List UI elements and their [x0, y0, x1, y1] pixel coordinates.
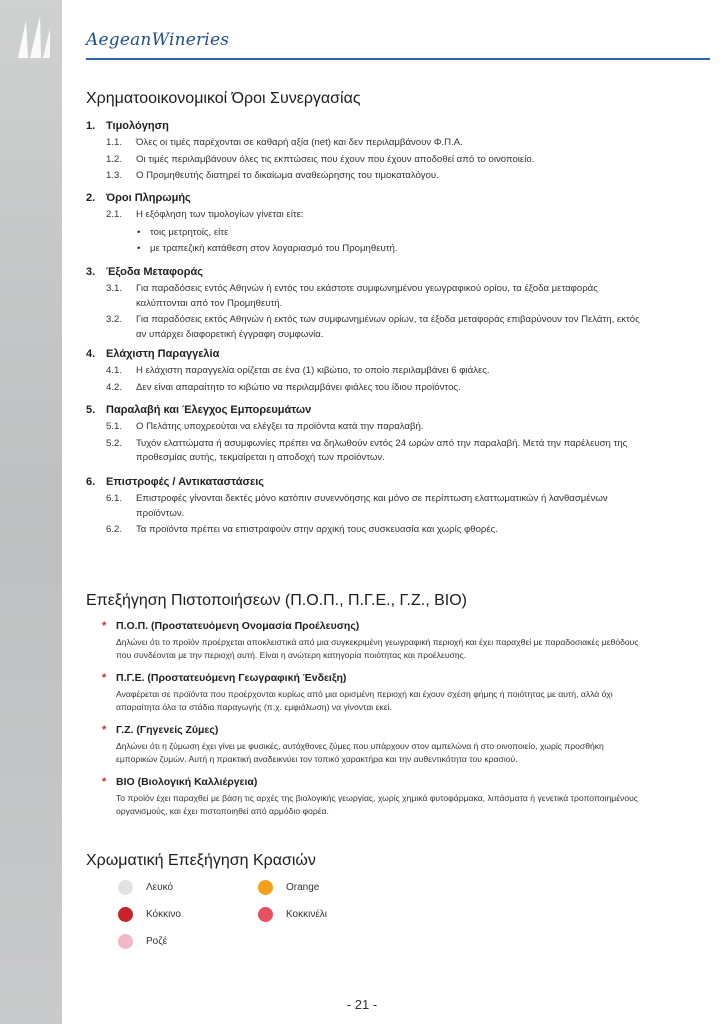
terms-subitem: 1.3. Ο Προμηθευτής διατηρεί το δικαίωμα αναθεώρησης του τιμοκαταλόγου.: [106, 170, 439, 181]
certification-title: Π.Γ.Ε. (Προστατευόμενη Γεωγραφική Ένδειξη): [116, 672, 347, 684]
asterisk-icon: *: [102, 776, 107, 788]
terms-subitem: 4.1. Η ελάχιστη παραγγελία ορίζεται σε ένα (1) κιβώτιο, το οποίο περιλαμβάνει 6 φιάλες.: [106, 365, 490, 376]
terms-subitem: 1.2. Οι τιμές περιλαμβάνουν όλες τις εκπτώσεις που έχουν που έχουν αποδοθεί από το οινοποιείο.: [106, 153, 535, 165]
terms-item: [86, 476, 710, 538]
terms-item: [86, 266, 710, 342]
wine-color-legend: Λευκό Orange Κόκκινο Κοκκινέλι Ροζέ: [86, 880, 710, 950]
terms-item-title: 5. Παραλαβή και Έλεγχος Εμπορευμάτων: [86, 404, 312, 416]
certification-desc: Δηλώνει ότι η ζύμωση έχει γίνει με φυσικές, αυτόχθονες ζύμες που υπάρχουν στον αμπελώνα ή στο οινοποιείο, χωρίς προσθήκη εμπορικών ζυμών. Αυτή η πρακτική αναδεικνύει τον τοπικό χαρακτήρα και την αυθεντικότητα του κρασιού.: [116, 741, 604, 764]
terms-item: [86, 348, 710, 395]
certification-title: Π.Ο.Π. (Προστατευόμενη Ονομασία Προέλευσης): [116, 620, 360, 632]
terms-item-title: 6. Επιστροφές / Αντικαταστάσεις: [86, 476, 265, 488]
terms-subitem: 5.1. Ο Πελάτης υποχρεούται να ελέγξει τα προϊόντα κατά την παραλαβή.: [106, 421, 424, 432]
terms-subitem: 6.1. Επιστροφές γίνονται δεκτές μόνο κατόπιν συνεννόησης και μόνο σε περίπτωση ελαττωματικών ή λανθασμένων προϊόντων.: [106, 493, 608, 519]
certification-item: [102, 620, 642, 662]
terms-subitem: 2.1. Η εξόφληση των τιμολογίων γίνεται είτε:: [106, 209, 304, 220]
header-divider: [86, 58, 710, 60]
brand-logo: AegeanWineries: [86, 30, 230, 50]
financial-terms-heading: Χρηματοοικονομικοί Όροι Συνεργασίας: [86, 90, 361, 107]
terms-item: [86, 120, 710, 184]
certification-desc: Δηλώνει ότι το προϊόν προέρχεται αποκλειστικά από μια συγκεκριμένη γεωγραφική περιοχή και έχει παραχθεί με παραδοσιακές μεθόδους που συνδέονται με την περιοχή αυτή. Είναι η ανώτερη κατηγορία ποιότητας και προέλευσης.: [116, 637, 639, 660]
payment-option: • τοις μετρητοίς, είτε: [150, 225, 710, 240]
orange-swatch-icon: [258, 880, 273, 895]
payment-option: • με τραπεζική κατάθεση στον λογαριασμό του Προμηθευτή.: [150, 241, 710, 256]
terms-subitem: 1.1. Όλες οι τιμές παρέχονται σε καθαρή αξία (net) και δεν περιλαμβάνουν Φ.Π.Α.: [106, 137, 463, 148]
certification-desc: Αναφέρεται σε προϊόντα που προέρχονται κυρίως από μια ορισμένη περιοχή και έχουν σχέση φήμης ή ποιότητας με αυτή, αλλά όχι απαραίτητα όλα τα στάδια παραγωγής (π.χ. εμφιάλωση) να γίνονται εκεί.: [116, 689, 613, 712]
certification-item: [102, 724, 642, 766]
certifications-heading: Επεξήγηση Πιστοποιήσεων (Π.Ο.Π., Π.Γ.Ε., Γ.Ζ., ΒΙΟ): [86, 592, 467, 609]
terms-item-title: 3. Έξοδα Μεταφοράς: [86, 266, 203, 278]
certification-item: [102, 672, 642, 714]
terms-subitem: 6.2. Τα προϊόντα πρέπει να επιστραφούν στην αρχική τους συσκευασία και χωρίς φθορές.: [106, 524, 498, 535]
terms-item: [86, 404, 710, 466]
kokkineli-swatch-icon: [258, 907, 273, 922]
sail-logo-icon: [12, 14, 52, 62]
certifications-list: [102, 620, 642, 818]
terms-subitem: 3.2. Για παραδόσεις εκτός Αθηνών ή εκτός των συμφωνημένων ορίων, τα έξοδα μεταφοράς επιβαρύνουν τον Πελάτη, εκτός αν υπάρχει διαφορετική έγγραφη συμφωνία.: [106, 314, 640, 340]
page-number: - 21 -: [346, 997, 378, 1012]
certification-title: Γ.Ζ. (Γηγενείς Ζύμες): [116, 724, 219, 736]
red-swatch-icon: [118, 907, 133, 922]
certification-item: [102, 776, 642, 818]
asterisk-icon: *: [102, 620, 107, 632]
asterisk-icon: *: [102, 724, 107, 736]
certification-desc: Το προϊόν έχει παραχθεί με βάση τις αρχές της βιολογικής γεωργίας, χωρίς χημικά φυτοφάρμακα, λιπάσματα ή γενετικά τροποποιημένους οργανισμούς, και έχει πιστοποιηθεί από αρμόδιο φορέα.: [116, 793, 638, 816]
terms-subitem: 5.2. Τυχόν ελαττώματα ή ασυμφωνίες πρέπει να δηλωθούν εντός 24 ωρών από την παραλαβή. Μετά την παρέλευση της προθεσμίας αυτής, τεκμαίρεται η αποδοχή των προϊόντων.: [106, 437, 628, 463]
rose-swatch-icon: [118, 934, 133, 949]
terms-item: [86, 192, 710, 256]
terms-subitem: 4.2. Δεν είναι απαραίτητο το κιβώτιο να περιλαμβάνει φιάλες του ίδιου προϊόντος.: [106, 381, 461, 393]
asterisk-icon: *: [102, 672, 107, 684]
certification-title: ΒΙΟ (Βιολογική Καλλιέργεια): [116, 776, 258, 788]
terms-item-title: 4. Ελάχιστη Παραγγελία: [86, 348, 220, 360]
terms-item-title: 1. Τιμολόγηση: [86, 120, 169, 132]
white-swatch-icon: [118, 880, 133, 895]
terms-item-title: 2. Όροι Πληρωμής: [86, 192, 191, 204]
sidebar-band: [0, 0, 62, 1024]
wine-colors-heading: Χρωματική Επεξήγηση Κρασιών: [86, 852, 316, 869]
terms-subitem: 3.1. Για παραδόσεις εντός Αθηνών ή εντός του εκάστοτε συμφωνημένου γεωγραφικού ορίου, τα έξοδα μεταφοράς καλύπτονται από τον Προμηθευτή.: [106, 283, 598, 309]
